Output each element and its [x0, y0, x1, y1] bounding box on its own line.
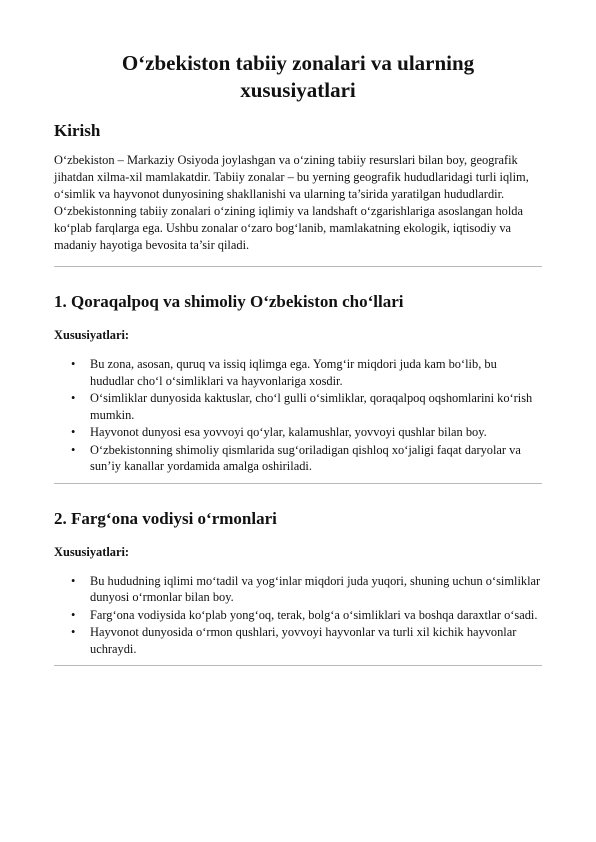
section-divider — [54, 483, 542, 484]
list-item-text: O‘simliklar dunyosida kaktuslar, cho‘l gulli o‘simliklar, qoraqalpoq oqshomlarini ko‘rish mumkin. — [90, 391, 533, 422]
bullet-marker: • — [71, 573, 76, 588]
section-divider — [54, 665, 542, 666]
bullet-marker: • — [71, 442, 76, 457]
bullet-marker: • — [71, 357, 76, 371]
document-page — [54, 50, 542, 666]
bullet-list — [54, 573, 542, 658]
list-item-text: Farg‘ona vodiysida ko‘plab yong‘oq, terak, bolg‘a o‘simliklari va boshqa daraxtlar o‘sadi. — [90, 607, 538, 622]
section-label: Xususiyatlari: — [54, 328, 130, 342]
list-item — [54, 356, 542, 389]
section-divider — [54, 266, 542, 267]
list-item-text: Bu zona, asosan, quruq va issiq iqlimga ega. Yomg‘ir miqdori juda kam bo‘lib, bu hududlar cho‘l o‘simliklari va hayvonlariga xosdir. — [90, 357, 497, 388]
list-item-text: O‘zbekistonning shimoliy qismlarida sug‘oriladigan qishloq xo‘jaligi faqat daryolar va sun’iy kanallar yordamida amalga oshiriladi. — [90, 442, 521, 473]
list-item-text: Bu hududning iqlimi mo‘tadil va yog‘inlar miqdori juda yuqori, shuning uchun o‘simliklar dunyosi o‘rmonlar bilan boy. — [90, 573, 541, 604]
list-item-text: Hayvonot dunyosi esa yovvoyi qo‘ylar, kalamushlar, yovvoyi qushlar bilan boy. — [90, 425, 487, 439]
list-item — [54, 442, 542, 475]
list-item — [54, 607, 542, 624]
list-item — [54, 390, 542, 423]
intro-heading: Kirish — [54, 121, 101, 140]
list-item — [54, 624, 542, 657]
section-heading: 1. Qoraqalpoq va shimoliy O‘zbekiston cho‘llari — [54, 292, 404, 311]
bullet-list — [54, 356, 542, 475]
document-title: O‘zbekiston tabiiy zonalari va ularning xususiyatlari — [121, 51, 475, 102]
bullet-marker: • — [71, 607, 76, 622]
bullet-marker: • — [71, 625, 76, 639]
section-heading: 2. Farg‘ona vodiysi o‘rmonlari — [54, 508, 277, 528]
intro-paragraph: O‘zbekiston – Markaziy Osiyoda joylashgan va o‘zining tabiiy resurslari bilan boy, geografik jihatdan xilma-xil mamlakatdir. Tabiiy zonalar – bu yerning geografik hududlaridagi turli iqlim, o‘simlik va hayvonot dunyosining shakllanishi va ularning ta’sirida yaratilgan hududlardir. O‘zbekistonning tabiiy zonalari o‘zining iqlimiy va landshaft o‘zgarishlariga asoslangan holda ko‘plab farqlarga ega. Ushbu zonalar o‘zaro bog‘lanib, mamlakatning ekologik, iqtisodiy va madaniy hayotiga bevosita ta’sir qiladi. — [54, 153, 529, 252]
list-item — [54, 573, 542, 606]
bullet-marker: • — [71, 391, 76, 405]
section-label: Xususiyatlari: — [54, 544, 130, 559]
list-item — [54, 424, 542, 441]
bullet-marker: • — [71, 425, 76, 439]
list-item-text: Hayvonot dunyosida o‘rmon qushlari, yovvoyi hayvonlar va turli xil kichik hayvonlar uchraydi. — [90, 625, 517, 656]
